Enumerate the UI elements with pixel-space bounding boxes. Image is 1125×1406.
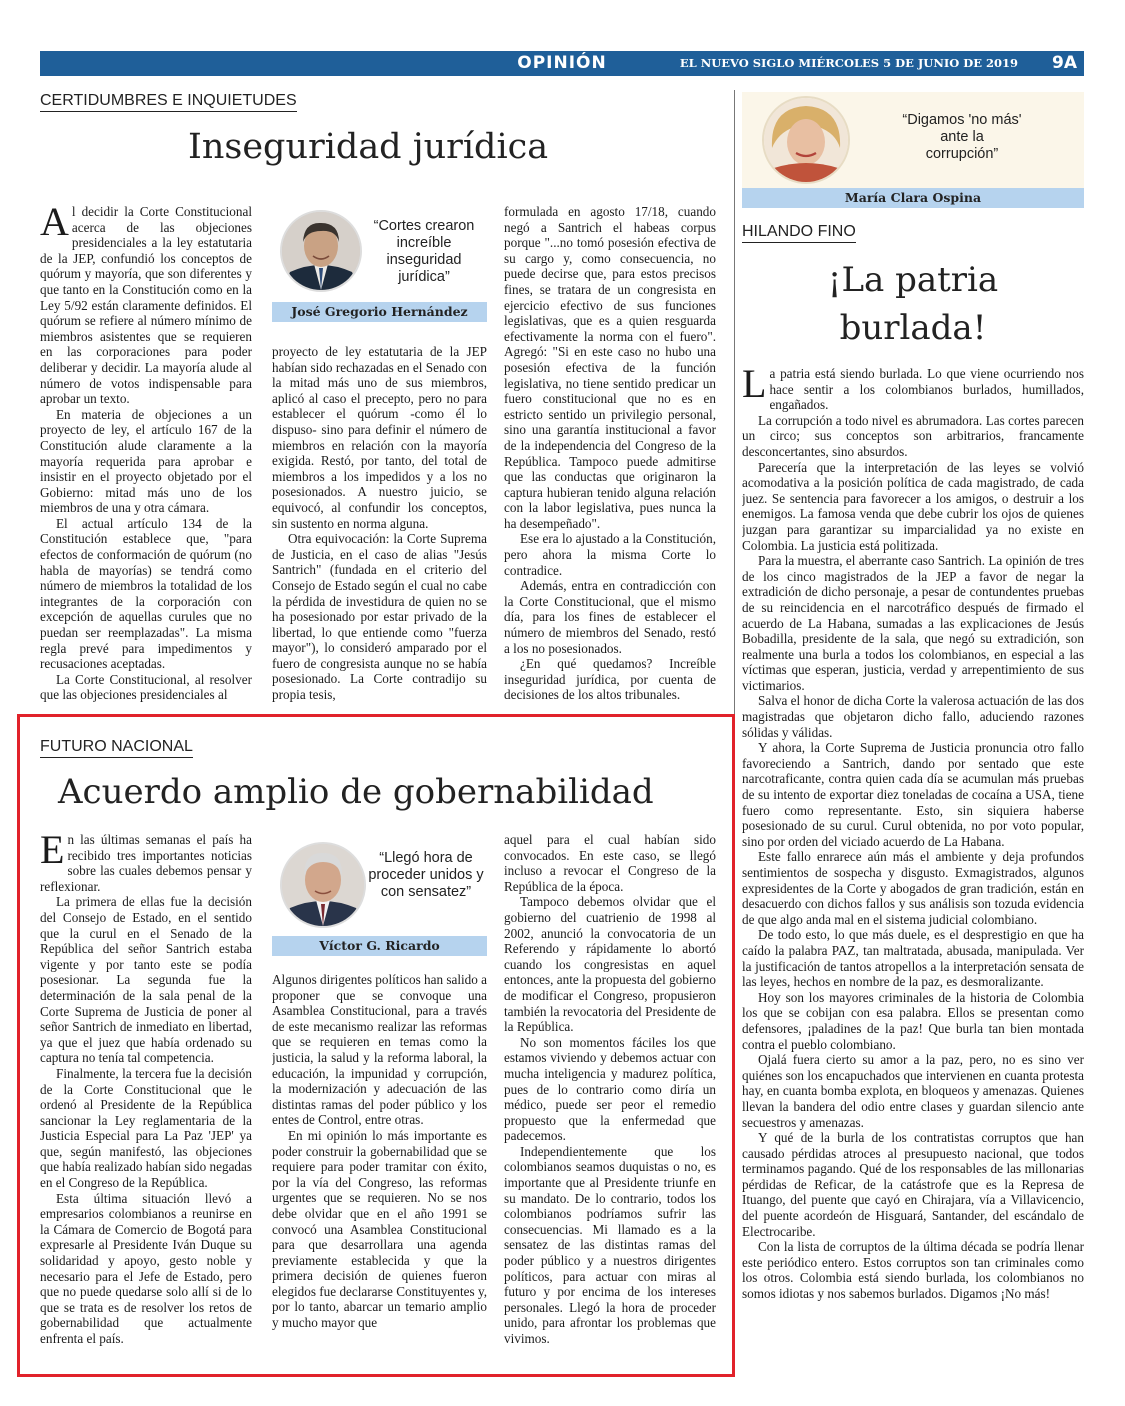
paragraph: Otra equivocación: la Corte Suprema de Justicia, en el caso de alias "Jesús Santrich" (fundada en el criterio del Consejo de Estado según el cual no cabe la pérdida de investidura de quien no se ha posesionado por estar privado de la libertad, lo que entiende como "fuerza mayor"), lo consideró amparado por el fuero de congresista aunque no se había posesionado. La Corte contradijo su propia tesis, bbox=[272, 531, 487, 703]
article1-pull-quote: “Cortes crearon increíble inseguridad jurídica” bbox=[373, 218, 475, 285]
paragraph: l decidir la Corte Constitucional acerca de las objeciones presidenciales a la ley estatutaria de la JEP, confundió los conceptos de quórum y mayoría, que son diferentes y que tanto en la Constitución como en la Ley 5/92 están claramente definidos. El quórum se refiere al número mínimo de miembros asistentes que se requieren en las corporaciones para poder deliberar y decidir. La mayoría alude al número de votos indispensable para aprobar un texto. bbox=[40, 204, 252, 407]
author-photo-maria-clara bbox=[762, 96, 850, 184]
section-title: OPINIÓN bbox=[517, 53, 607, 73]
article1-title: Inseguridad jurídica bbox=[188, 127, 549, 167]
article1-author-box bbox=[272, 204, 487, 322]
column-separator bbox=[734, 90, 735, 714]
paragraph: La primera de ellas fue la decisión del Consejo de Estado, en el sentido que la curul en el Senado de la República del señor Santrich estaba vigente y por tanto este se podía posesionar. La segunda fue la determinación de la sala penal de la Corte Suprema de Justicia de poner al señor Santrich de inmediato en libertad, ya que el juez que había ordenado su captura no tenía tal competencia. bbox=[40, 894, 252, 1066]
paragraph: Esta última situación llevó a empresarios colombianos a reunirse en la Cámara de Comercio de Bogotá para expresarle al Presidente Iván Duque su solidaridad y apoyo, gesto noble y necesario para el Jefe de Estado, pero que no puede quedarse solo allí si de lo que se trata es de resolver los retos de gobernabilidad que actualmente enfrenta el país. bbox=[40, 1190, 252, 1346]
paragraph: ¿En qué quedamos? Increíble inseguridad jurídica, por cuenta de decisiones de los altos tribunales. bbox=[504, 656, 716, 703]
article1-column-1 bbox=[40, 204, 252, 704]
article3-kicker: FUTURO NACIONAL bbox=[40, 738, 193, 758]
article2-kicker: HILANDO FINO bbox=[742, 223, 856, 243]
paragraph: proyecto de ley estatutaria de la JEP habían sido rechazadas en el Senado con la mitad más uno de sus miembros, aplicó al caso el precepto, pero no para establecer el quórum -como él lo dispuso- sino para definir el número de miembros en relación con la mayoría exigida. Restó, por tanto, del total de miembros a los impedidos y a los no posesionados. A nuestro juicio, se equivocó, al confundir los conceptos, sin sustento en norma alguna. bbox=[272, 344, 487, 531]
article1-author-name: José Gregorio Hernández bbox=[272, 302, 487, 322]
article1-kicker: CERTIDUMBRES E INQUIETUDES bbox=[40, 92, 297, 112]
author-portrait-icon bbox=[764, 98, 848, 182]
paragraph: La corrupción a todo nivel es abrumadora. Las cortes parecen un circo; sus conceptos son arbitrarios, francamente desconcertantes, sino absurdos. bbox=[742, 412, 1084, 459]
article2-dropcap: L bbox=[742, 366, 767, 406]
paragraph: a patria está siendo burlada. Lo que viene ocurriendo nos hace sentir a los colombianos burlados, humillados, engañados. bbox=[769, 366, 1084, 413]
paragraph: Ese era lo ajustado a la Constitución, pero ahora la misma Corte lo contradice. bbox=[504, 531, 716, 578]
paragraph: Además, entra en contradicción con la Corte Constitucional, que el mismo día, para los fines de establecer el número de miembros del Senado, restó a los no posesionados. bbox=[504, 578, 716, 656]
author-portrait-icon bbox=[282, 212, 360, 290]
paragraph: Y ahora, la Corte Suprema de Justicia pronuncia otro fallo favoreciendo a Santrich, dando por sentado que este narcotraficante, contra quien cada día se acumulan más pruebas de su intento de exportar diez toneladas de cocaína a USA, tiene fuero como representante. Esto, sin siquiera haberse posesionado de su curul. Curul obtenida, no por voto popular, sino por orden del viciado acuerdo de La Habana. bbox=[742, 740, 1084, 849]
article3-pull-quote: “Llegó hora de proceder unidos y con sensatez” bbox=[368, 850, 484, 900]
article1-column-2 bbox=[272, 344, 487, 704]
paragraph: Con la lista de corruptos de la última década se podría llenar este periódico entero. Estos corruptos son tan criminales como los otros. Colombia está siendo burlada, los colombianos no somos idiotas y nos sabemos burlados. Digamos ¡No más! bbox=[742, 1239, 1084, 1302]
paragraph: Y qué de la burla de los contratistas corruptos que han causado pérdidas atroces al presupuesto nacional, que todos terminamos pagando. Qué de los responsables de las millonarias pérdidas de Reficar, de la catástrofe que es la Represa de Ituango, del puente que cayó en Chirajara, vía a Villavicencio, del puente acordeón de Hisguará, Santander, del escándalo de Electrocaribe. bbox=[742, 1130, 1084, 1239]
paragraph: No son momentos fáciles los que estamos viviendo y debemos actuar con mucha inteligencia y madurez política, pues de lo contrario como diría un médico, puede ser peor el remedio propuesto que la enfermedad que padecemos. bbox=[504, 1034, 716, 1144]
article1-dropcap: A bbox=[40, 204, 69, 244]
article2-title-line-1: ¡La patria bbox=[827, 260, 999, 300]
paragraph: n las últimas semanas el país ha recibido tres importantes noticias sobre las cuales debemos pensar y reflexionar. bbox=[40, 832, 252, 894]
page-number: 9A bbox=[1052, 51, 1084, 76]
section-header-bar bbox=[40, 51, 1084, 76]
paragraph: Para la muestra, el aberrante caso Santrich. La opinión de tres de los cinco magistrados de la JEP a favor de negar la extradición de dicho personaje, a pesar de contundentes pruebas de su reincidencia en el narcotráfico después de firmado el acuerdo de La Habana, sumadas a las explicaciones de Jesús Bobadilla, presidente de la sala, que negó su extradición, son realmente una burla a todos los colombianos, en especial a las víctimas que esperan, justicia, verdad y arrepentimiento de sus victimarios. bbox=[742, 553, 1084, 693]
paragraph: Independientemente que los colombianos seamos duquistas o no, es importante que al Presidente triunfe en su mandato. De lo contrario, todos los colombianos podríamos sufrir las consecuencias. Mi llamado es a la sensatez de las distintas ramas del poder público y a nuestros dirigentes políticos, para actuar con miras al futuro y por encima de los intereses personales. Llegó la hora de proceder unido, para afrontar los problemas que vivimos. bbox=[504, 1143, 716, 1346]
paragraph: Finalmente, la tercera fue la decisión de la Corte Constitucional que le ordenó al Presidente de la República sancionar la Ley reglamentaria de la Justicia Especial para La Paz 'JEP' ya que, según manifestó, las objeciones que había realizado habían sido negadas en el Congreso de la República. bbox=[40, 1065, 252, 1191]
paragraph: Ojalá fuera cierto su amor a la paz, pero, no es sino ver quiénes son los encapuchados que intervienen en cuanta protesta hay, en cuanta bomba explota, en bloqueos y amenazas. Quienes llevan la bandera del odio entre clases y guardan silencio ante secuestros y amenazas. bbox=[742, 1052, 1084, 1130]
paragraph: Tampoco debemos olvidar que el gobierno del cuatrienio de 1998 al 2002, anunció la convocatoria de un Referendo y rápidamente lo abortó cuando los congresistas en aquel entonces, ante la propuesta del gobierno de modificar el Congreso, propusieron también la revocatoria del Presidente de la República. bbox=[504, 894, 716, 1035]
paragraph: Parecería que la interpretación de las leyes se volvió acomodativa a la posición política de cada magistrado, de cada juez. Se sentencia para favorecer a los amigos, o destruir a los enemigos. La famosa venda que debe cubrir los ojos de quienes juzgan para garantizar su imparcialidad ya no existe en Colombia. La justicia está politizada. bbox=[742, 459, 1084, 553]
article1-column-3 bbox=[504, 204, 716, 704]
author-photo-jose-gregorio bbox=[280, 210, 362, 292]
article3-dropcap: E bbox=[40, 832, 65, 872]
article3-title: Acuerdo amplio de gobernabilidad bbox=[58, 772, 654, 812]
article2-title-line-2: burlada! bbox=[839, 308, 987, 348]
article3-author-name: Víctor G. Ricardo bbox=[272, 936, 487, 956]
paragraph: Hoy son los mayores criminales de la historia de Colombia los que se cobijan con esa palabra. Ellos se presentan como defensores, ¡paladines de la paz! Que burla tan bien montada contra el pueblo colombiano. bbox=[742, 989, 1084, 1052]
paragraph: En mi opinión lo más importante es poder construir la gobernabilidad que se requiere para poder tramitar con éxito, por la vía del Congreso, las reformas urgentes que se requieren. No se nos debe olvidar que en el año 1991 se convocó una Asamblea Constitucional para que desarrollara una agenda previamente establecida y que la primera decisión de quienes fueron elegidos fue declararse Constituyentes y, por lo tanto, abarcar un temario amplio y mucho mayor que bbox=[272, 1127, 487, 1331]
article2-title bbox=[742, 256, 1084, 352]
publication-date: EL NUEVO SIGLO MIÉRCOLES 5 DE JUNIO DE 2019 bbox=[679, 56, 1018, 70]
paragraph: En materia de objeciones a un proyecto de ley, el artículo 167 de la Constitución alude claramente a la mayoría requerida para aprobar e insistir en el proyecto objetado por el Gobierno: mitad más uno de los miembros de una y otra cámara. bbox=[40, 406, 252, 516]
article3-column-1 bbox=[40, 832, 252, 1352]
paragraph: aquel para el cual habían sido convocados. En este caso, se llegó incluso a revocar el Congreso de la República de la época. bbox=[504, 832, 716, 894]
paragraph: formulada en agosto 17/18, cuando negó a Santrich el habeas corpus porque "...no tomó posesión efectiva de su cargo y, como consecuencia, no puede decirse que, para estos precisos fines, se tratara de un congresista en ejercicio efectivo de sus funciones legislativas, que es a quien resguarda efectivamente la norma con el fuero". Agregó: "Si en este caso no hubo una posesión efectiva de la función legislativa, no tiene sentido predicar un fuero constitucional que no es en estricto sentido un privilegio personal, sino una garantía institucional a favor de la independencia del Congreso de la República. Tampoco puede admitirse que las conductas que originaron la captura hubieran tenido alguna relación con la labor legislativa, pues nunca la ha desempeñado". bbox=[504, 204, 716, 531]
paragraph: De todo esto, lo que más duele, es el desprestigio en que ha caído la palabra PAZ, tan maltratada, abusada, manipulada. Ver la justificación de tantos atropellos a la interpretación sensata de las leyes, hechos en nombre de la paz, es desmoralizante. bbox=[742, 927, 1084, 990]
article2-author-name: María Clara Ospina bbox=[742, 188, 1084, 208]
paragraph: Algunos dirigentes políticos han salido a proponer que se convoque una Asamblea Constitucional, para a través de este mecanismo realizar las reformas que se requieren en temas como la justicia, la salud y la reforma laboral, la educación, la impunidad y corrupción, la modernización y adecuación de las distintas ramas del poder público y los entes de Control, entre otras. bbox=[272, 972, 487, 1128]
author-portrait-icon bbox=[282, 844, 364, 926]
author-photo-victor bbox=[280, 842, 366, 928]
paragraph: El actual artículo 134 de la Constitución establece que, "para efectos de conformación de quórum (no habla de mayorías) se tendrá como número de miembros la totalidad de los integrantes de la corporación con excepción de aquellas curules que no puedan ser reemplazadas". La misma regla prevé para impedimentos y recusaciones aceptadas. bbox=[40, 515, 252, 672]
article3-column-2 bbox=[272, 972, 487, 1352]
paragraph: Salva el honor de dicha Corte la valerosa actuación de las dos magistradas que objetaron dicho fallo, aduciendo razones sólidas y válidas. bbox=[742, 693, 1084, 740]
article2-body bbox=[742, 366, 1084, 1356]
article2-author-box bbox=[742, 92, 1084, 208]
paragraph: Este fallo enrarece aún más el ambiente y deja profundos sentimientos de sospecha y disgusto. Exmagistrados, algunos expresidentes de la Corte y abogados de gran tradición, están en desacuerdo con dichos fallos y sus análisis son tozuda evidencia de que algo anda mal en el sistema judicial colombiano. bbox=[742, 849, 1084, 927]
article3-author-box bbox=[272, 836, 487, 956]
article2-pull-quote: “Digamos 'no más' ante la corrupción” bbox=[902, 112, 1022, 162]
article3-column-3 bbox=[504, 832, 716, 1352]
paragraph: La Corte Constitucional, al resolver que las objeciones presidenciales al bbox=[40, 671, 252, 703]
